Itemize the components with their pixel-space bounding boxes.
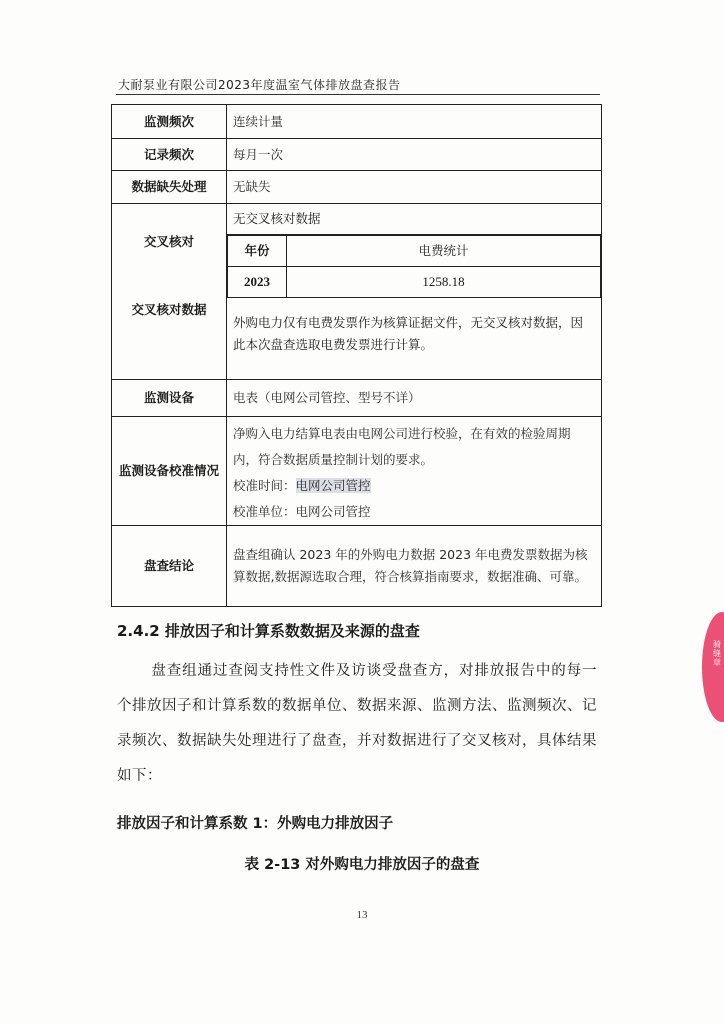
table-row — [112, 204, 602, 380]
seal-stamp — [702, 612, 724, 722]
stat-header: 电费统计 — [287, 236, 601, 267]
missing-label: 数据缺失处理 — [112, 171, 227, 204]
page-header: 大耐泵业有限公司2023年度温室气体排放盘查报告 — [118, 78, 401, 92]
page-number: 13 — [356, 909, 368, 921]
calibration-unit-value: 电网公司管控 — [295, 504, 371, 519]
record-freq-value: 每月一次 — [227, 139, 602, 171]
conclusion-value: 盘查组确认 2023 年的外购电力数据 2023 年电费发票数据为核算数据,数据源选取合理，符合核算指南要求，数据准确、可靠。 — [227, 526, 602, 607]
calibration-time — [233, 473, 593, 499]
table-row — [112, 139, 602, 171]
section-title: 2.4.2 排放因子和计算系数数据及来源的盘查 — [117, 622, 420, 640]
device-label: 监测设备 — [112, 380, 227, 417]
subtable-row — [228, 267, 601, 298]
monitor-freq-label: 监测频次 — [112, 105, 227, 139]
stat-cell: 1258.18 — [287, 267, 601, 298]
monitoring-table — [111, 104, 602, 607]
cross-check-line: 无交叉核对数据 — [227, 204, 601, 235]
calibration-unit-label: 校准单位： — [233, 504, 296, 519]
table-row — [112, 380, 602, 417]
calibration-text: 净购入电力结算电表由电网公司进行校验，在有效的检验周期内，符合数据质量控制计划的要求。 — [233, 426, 571, 467]
body-paragraph — [117, 654, 597, 794]
device-value: 电表（电网公司管控、型号不详） — [227, 380, 602, 417]
table-row — [112, 171, 602, 204]
cross-check-note: 外购电力仅有电费发票作为核算证据文件，无交叉核对数据，因此本次盘查选取电费发票进行计算。 — [233, 315, 584, 352]
monitor-freq-value: 连续计量 — [227, 105, 602, 139]
subtable-header-row — [228, 236, 601, 267]
cross-check-subtable — [227, 235, 601, 298]
record-freq-label: 记录频次 — [112, 139, 227, 171]
calibration-time-value: 电网公司管控 — [295, 478, 371, 493]
table-caption: 表 2-13 对外购电力排放因子的盘查 — [244, 857, 480, 873]
conclusion-label: 盘查结论 — [112, 526, 227, 607]
cross-check-label: 交叉核对 — [143, 234, 194, 249]
year-cell: 2023 — [228, 267, 287, 298]
calibration-unit — [233, 499, 593, 525]
header-rule — [116, 94, 600, 95]
calibration-label: 监测设备校准情况 — [112, 417, 227, 526]
calibration-time-label: 校准时间： — [233, 478, 296, 493]
paragraph-text: 盘查组通过查阅支持性文件及访谈受盘查方，对排放报告中的每一个排放因子和计算系数的数据单位、数据来源、监测方法、监测频次、记录频次、数据缺失处理进行了盘查，并对数据进行了交叉核对，具体结果如下： — [117, 663, 597, 784]
year-header: 年份 — [228, 236, 287, 267]
calibration-value — [227, 417, 602, 526]
table-row — [112, 417, 602, 526]
cross-check-content — [227, 204, 602, 380]
subheading: 排放因子和计算系数 1：外购电力排放因子 — [117, 816, 394, 832]
table-row — [112, 526, 602, 607]
stamp-text: 骑缝章 — [713, 640, 721, 667]
cross-check-data-label: 交叉核对数据 — [131, 302, 207, 317]
table-row — [112, 105, 602, 139]
cross-check-label-cell — [112, 204, 227, 380]
missing-value: 无缺失 — [227, 171, 602, 204]
